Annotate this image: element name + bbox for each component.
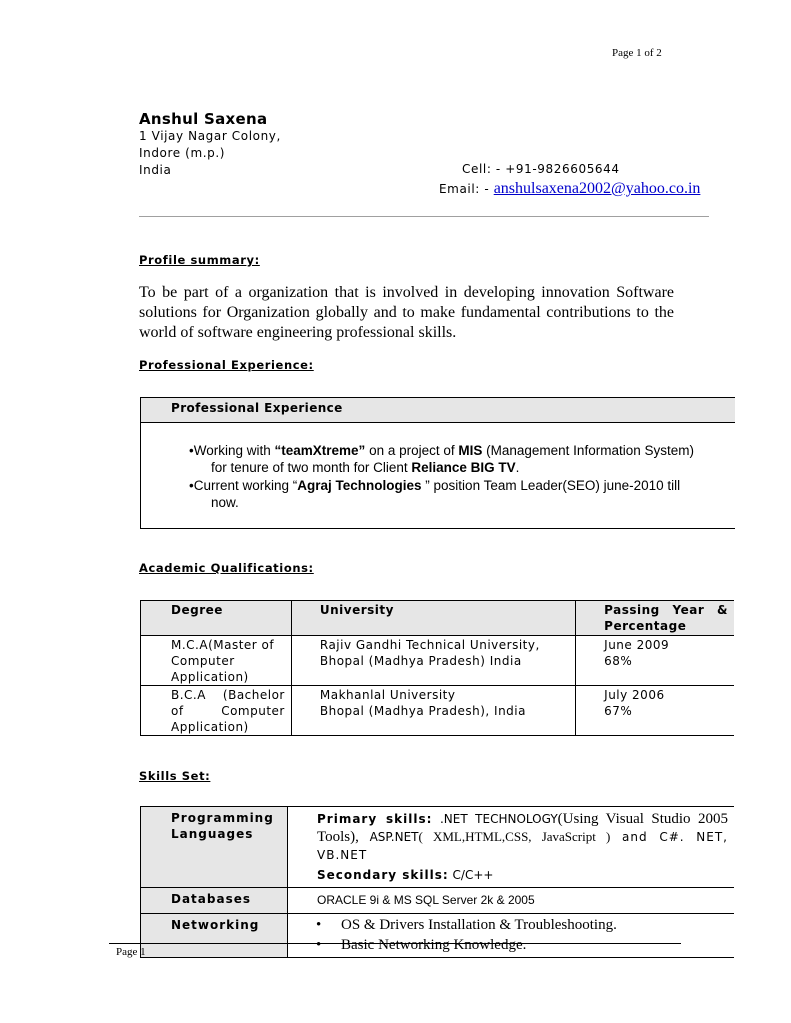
exp-text: (Management Information System) [482, 443, 694, 458]
databases-value: ORACLE 9i & MS SQL Server 2k & 2005 [288, 888, 735, 914]
profile-summary-text: To be part of a organization that is involved in developing innovation Software solutions for Organization globally and to make fundamental contributions to the world of software engineering professional skills. [139, 284, 674, 341]
university-line: Bhopal (Madhya Pradesh) India [319, 654, 522, 668]
table-row [141, 888, 735, 914]
programming-languages-value [288, 807, 735, 888]
footer-divider [109, 943, 681, 944]
experience-box-title: Professional Experience [171, 401, 343, 415]
passing-percentage: 68% [604, 654, 633, 668]
table-row [141, 686, 735, 736]
exp-text: ” position Team Leader(SEO) june-2010 till [421, 478, 681, 493]
exp-bold: Agraj Technologies [297, 478, 422, 493]
networking-value [288, 914, 735, 958]
passing-year: June 2009 [604, 638, 670, 652]
databases-label: Databases [141, 888, 288, 914]
university-cell [291, 636, 575, 686]
skills-text: .NET TECHNOLOGY [432, 812, 558, 826]
secondary-skills [317, 866, 728, 884]
address-line-1: 1 Vijay Nagar Colony, [139, 129, 281, 143]
exp-text: •Current working “ [189, 478, 298, 493]
skills-text: ASP.NET [358, 830, 419, 844]
networking-item: OS & Drivers Installation & Troubleshooting. [341, 917, 617, 933]
skills-set-heading: Skills Set: [139, 769, 211, 783]
exp-text: for tenure of two month for Client [211, 460, 412, 475]
experience-box [140, 397, 735, 529]
header-university: University [291, 601, 575, 636]
profile-summary-heading: Profile summary: [139, 253, 260, 267]
degree-cell: M.C.A(Master of Computer Application) [141, 636, 292, 686]
exp-continuation: now. [211, 495, 239, 510]
professional-experience-heading: Professional Experience: [139, 358, 314, 372]
primary-skills [317, 810, 728, 864]
passing-year: July 2006 [604, 688, 665, 702]
table-row [141, 914, 735, 958]
header-degree: Degree [141, 601, 292, 636]
bullet-icon: • [316, 937, 322, 953]
list-item [316, 935, 728, 955]
primary-skills-label: Primary skills: [317, 812, 433, 826]
academic-qualifications-heading: Academic Qualifications: [139, 561, 314, 575]
skills-text: (Using Visual Studio 2005 Tools), [317, 811, 728, 845]
skills-text: ( XML,HTML,CSS, JavaScript ) [418, 829, 611, 844]
exp-bold: MIS [458, 443, 483, 458]
university-cell [291, 686, 575, 736]
passing-cell [576, 636, 734, 686]
academic-table-header [141, 601, 735, 636]
experience-item-agraj [189, 477, 729, 511]
exp-bold: “teamXtreme” [274, 443, 366, 458]
email-label: Email: - [439, 182, 494, 196]
header-divider [139, 216, 709, 217]
candidate-name: Anshul Saxena [139, 110, 268, 128]
skills-text: and C#. NET, VB.NET [317, 830, 728, 862]
secondary-skills-value: C/C++ [448, 868, 494, 882]
exp-text: . [515, 460, 520, 475]
header-passing: Passing Year & Percentage [576, 601, 734, 636]
programming-languages-label: Programming Languages [141, 807, 288, 888]
exp-bold: Reliance BIG TV [411, 460, 516, 475]
experience-item-teamxtreme [189, 442, 729, 476]
secondary-skills-label: Secondary skills: [317, 868, 449, 882]
academic-table [140, 600, 734, 736]
networking-label: Networking [141, 914, 288, 958]
page-footer: Page 1 [116, 946, 146, 958]
university-line: Rajiv Gandhi Technical University, [319, 638, 540, 652]
table-row [141, 807, 735, 888]
university-line: Bhopal (Madhya Pradesh), India [319, 704, 526, 718]
page-number-header: Page 1 of 2 [612, 47, 662, 59]
address-line-2: Indore (m.p.) [139, 146, 226, 160]
email-line [439, 180, 700, 198]
bullet-icon: • [316, 917, 322, 933]
cell-phone: Cell: - +91-9826605644 [462, 162, 620, 176]
skills-table [140, 806, 734, 958]
passing-percentage: 67% [604, 704, 633, 718]
passing-cell [576, 686, 734, 736]
exp-text: •Working with [189, 443, 275, 458]
university-line: Makhanlal University [319, 688, 456, 702]
exp-continuation [189, 459, 729, 476]
list-item [316, 915, 728, 935]
experience-box-header [141, 398, 735, 423]
networking-item: Basic Networking Knowledge. [341, 937, 527, 953]
email-link[interactable]: anshulsaxena2002@yahoo.co.in [493, 180, 701, 197]
address-line-3: India [139, 163, 172, 177]
degree-cell: B.C.A (Bachelor of Computer Application) [141, 686, 292, 736]
table-row [141, 636, 735, 686]
exp-text: on a project of [365, 443, 459, 458]
